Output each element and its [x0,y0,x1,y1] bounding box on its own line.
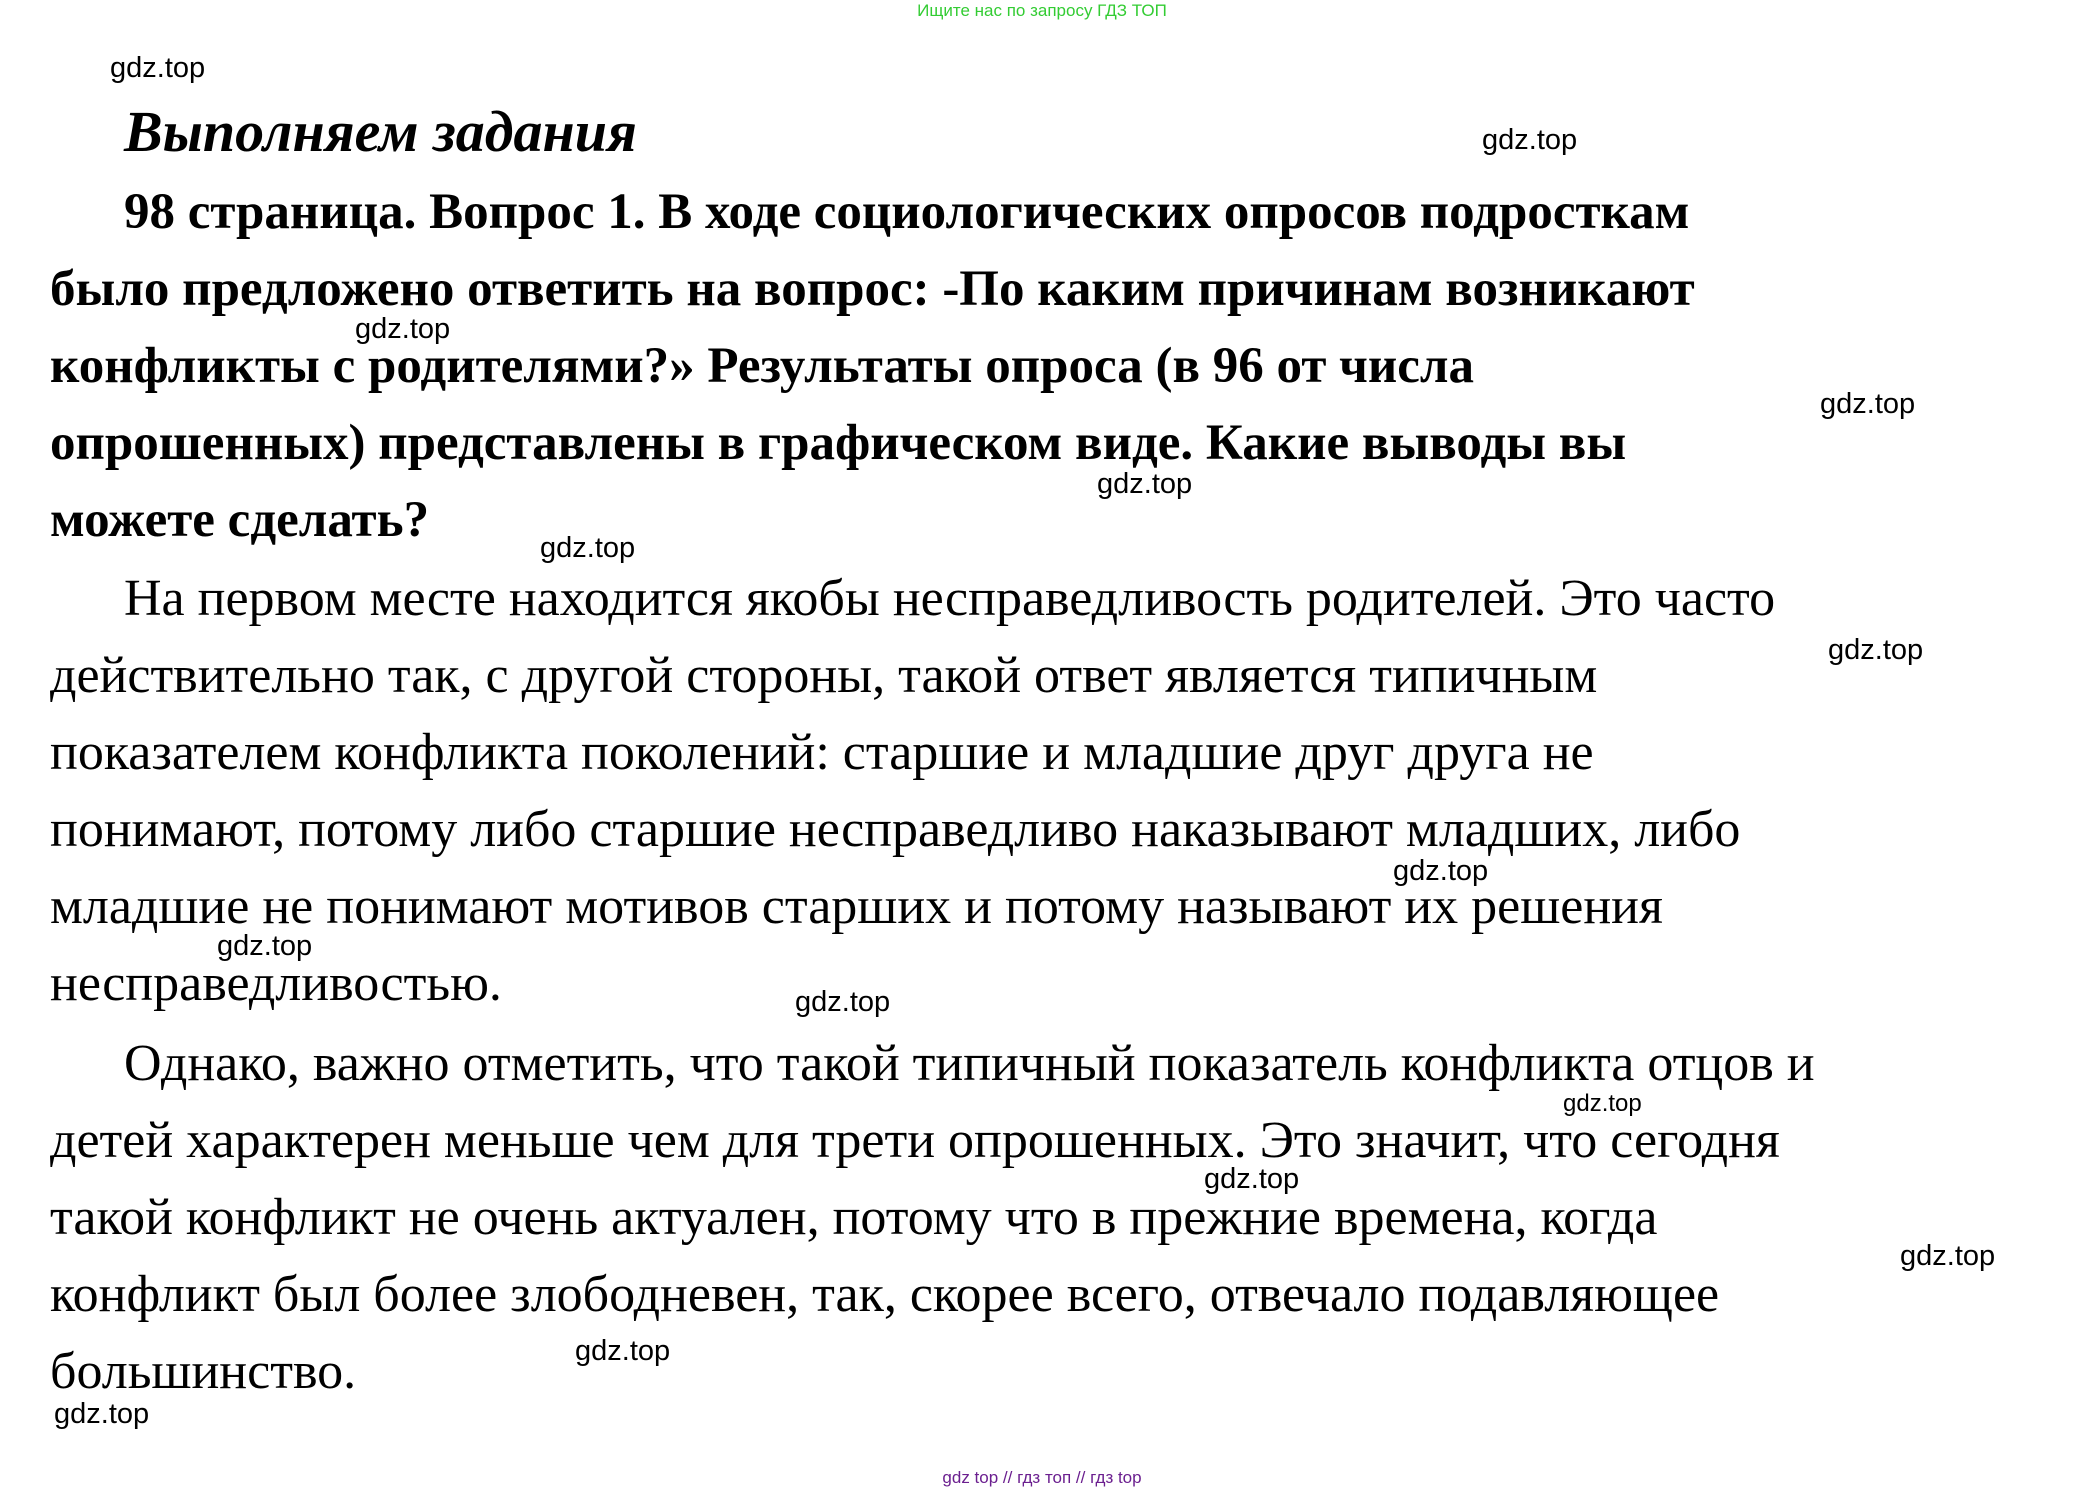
question-line: было предложено ответить на вопрос: -По каким причинам возникают [50,261,1695,317]
watermark: gdz.top [1482,124,1578,156]
watermark: gdz.top [540,532,636,564]
watermark: gdz.top [355,313,451,345]
watermark: gdz.top [1900,1240,1996,1272]
question-line: конфликты с родителями?» Результаты опроса (в 96 от числа [50,338,1475,394]
paragraph-line: На первом месте находится якобы несправедливость родителей. Это часто [124,570,1776,627]
watermark: gdz.top [795,986,891,1018]
top-banner: Ищите нас по запросу ГДЗ ТОП [917,1,1167,20]
question-line: можете сделать? [50,492,430,548]
answer-paragraph-1 [50,560,2050,1022]
footer-watermark: gdz top // гдз топ // гдз top [942,1468,1142,1487]
paragraph-line: детей характерен меньше чем для трети опрошенных. Это значит, что сегодня [50,1112,1780,1169]
watermark: gdz.top [1204,1163,1300,1195]
answer-paragraph-2 [50,1025,2050,1410]
paragraph-line: действительно так, с другой стороны, такой ответ является типичным [50,647,1598,704]
watermark: gdz.top [110,52,206,84]
watermark: gdz.top [1393,855,1489,887]
paragraph-line: понимают, потому либо старшие несправедливо наказывают младших, либо [50,801,1741,858]
paragraph-line: Однако, важно отметить, что такой типичный показатель конфликта отцов и [124,1035,1815,1092]
question-line: опрошенных) представлены в графическом виде. Какие выводы вы [50,415,1627,471]
section-heading: Выполняем задания [124,99,637,164]
watermark: gdz.top [1820,388,1916,420]
paragraph-line: несправедливостью. [50,955,502,1012]
paragraph-line: такой конфликт не очень актуален, потому что в прежние времена, когда [50,1189,1658,1246]
watermark: gdz.top [1563,1090,1642,1117]
paragraph-line: большинство. [50,1343,357,1400]
watermark: gdz.top [217,930,313,962]
watermark: gdz.top [54,1398,150,1430]
question-line: 98 страница. Вопрос 1. В ходе социологических опросов подросткам [124,184,1690,240]
paragraph-line: показателем конфликта поколений: старшие и младшие друг друга не [50,724,1594,781]
watermark: gdz.top [1097,468,1193,500]
question-text [50,174,2010,559]
paragraph-line: конфликт был более злободневен, так, скорее всего, отвечало подавляющее [50,1266,1720,1323]
paragraph-line: младшие не понимают мотивов старших и потому называют их решения [50,878,1663,935]
watermark: gdz.top [1828,634,1924,666]
watermark: gdz.top [575,1335,671,1367]
